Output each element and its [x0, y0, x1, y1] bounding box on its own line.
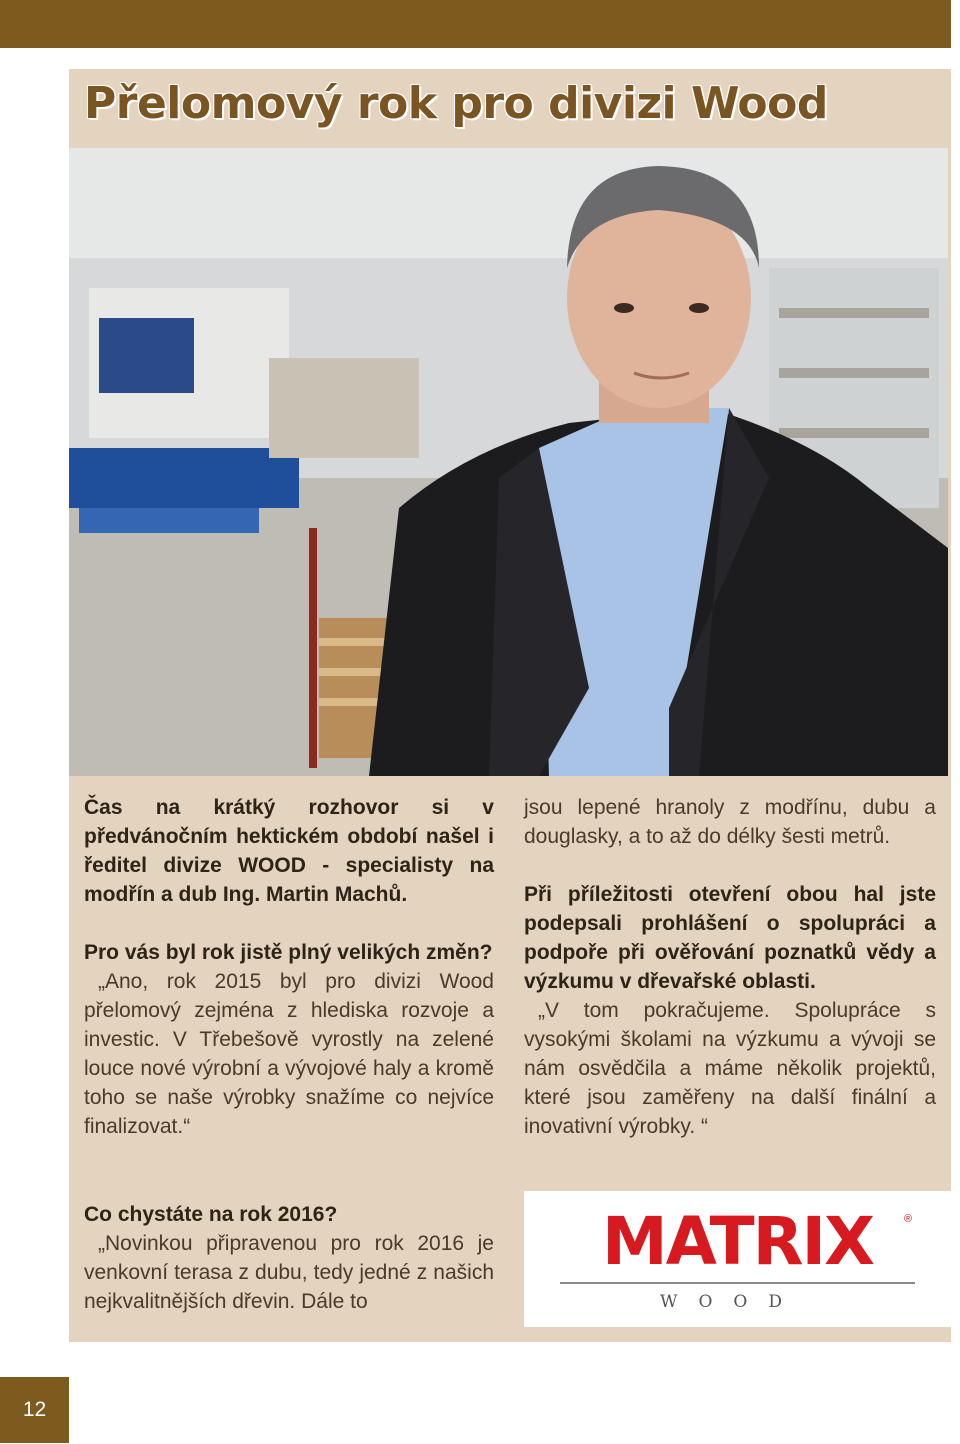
- logo-subtitle: WOOD: [660, 1292, 803, 1312]
- logo-wordmark: MATRIX: [602, 1203, 873, 1280]
- question-2: Co chystáte na rok 2016?: [84, 1203, 338, 1226]
- answer-2-part-2: jsou lepené hranoly z modřínu, dubu a douglasky, a to až do délky šesti metrů.: [524, 796, 936, 848]
- right-column: [524, 793, 936, 1141]
- top-bar: [0, 0, 951, 48]
- answer-1: „Ano, rok 2015 byl pro divizi Wood přelomový zejména z hlediska rozvoje a investic. V Třebešově vyrostly na zelené louce nové výrobní a vývojové haly a kromě toho se naše výrobky snažíme co nejvíce finalizovat.“: [84, 970, 494, 1138]
- registered-mark: ®: [904, 1213, 913, 1225]
- page-number: 12: [0, 1377, 69, 1443]
- question-3: Při příležitosti otevření obou hal jste podepsali prohlášení o spolupráci a podpoře při ověřování poznatků vědy a výzkumu v dřevařské oblasti.: [524, 883, 936, 993]
- question-1: Pro vás byl rok jistě plný velikých změn?: [84, 941, 493, 964]
- left-column-top: [84, 793, 494, 1141]
- logo-divider: [560, 1282, 915, 1284]
- portrait-photo: [69, 148, 948, 776]
- answer-2-part-1: „Novinkou připravenou pro rok 2016 je venkovní terasa z dubu, tedy jedné z našich nejkvalitnějších dřevin. Dále to: [84, 1232, 494, 1313]
- article-title: Přelomový rok pro divizi Wood: [84, 78, 828, 129]
- intro-paragraph: Čas na krátký rozhovor si v předvánočním hektickém období našel i ředitel divize WOOD - specialisty na modřín a dub Ing. Martin Machů.: [84, 796, 494, 906]
- answer-3: „V tom pokračujeme. Spolupráce s vysokými školami na výzkumu a vývoji se nám osvědčila a máme několik projektů, které jsou zaměřeny na další finální a inovativní výrobky. “: [524, 999, 936, 1138]
- left-column-bottom: [84, 1200, 494, 1316]
- matrix-wood-logo: [524, 1191, 951, 1327]
